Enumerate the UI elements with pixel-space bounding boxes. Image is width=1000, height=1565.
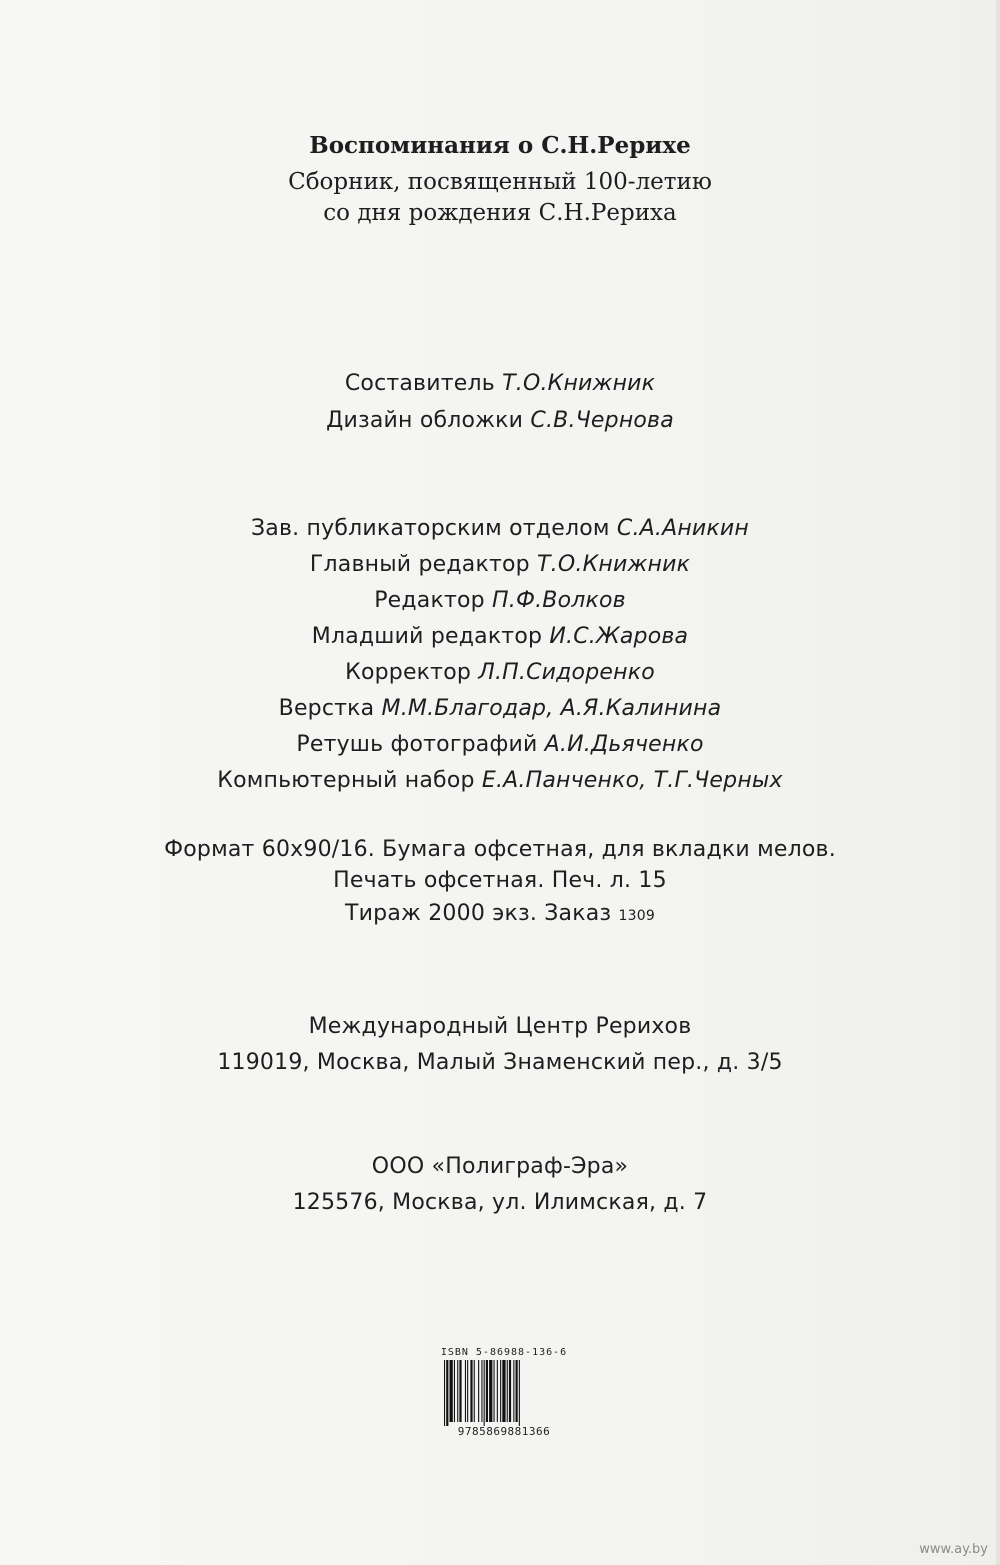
barcode-bar bbox=[450, 1360, 453, 1422]
barcode-bar bbox=[465, 1360, 466, 1422]
print-method: Печать офсетная. Печ. л. 15 bbox=[333, 868, 667, 893]
barcode-bar bbox=[474, 1360, 475, 1422]
barcode-bar bbox=[500, 1360, 501, 1422]
barcode-bar bbox=[444, 1360, 445, 1426]
barcode-bar bbox=[497, 1360, 498, 1422]
barcode-bar bbox=[478, 1360, 479, 1422]
credit-name: С.В.Чернова bbox=[530, 408, 674, 433]
subtitle-line-1: Сборник, посвященный 100-летию bbox=[288, 169, 712, 195]
barcode-bar bbox=[519, 1360, 520, 1426]
barcode-bar bbox=[484, 1360, 485, 1426]
staff-role: Зав. публикаторским отделом bbox=[250, 516, 610, 541]
print-format: Формат 60x90/16. Бумага офсетная, для вкладки мелов. bbox=[164, 837, 836, 862]
order-number: 1309 bbox=[618, 908, 655, 924]
print-run-label: Тираж 2000 экз. Заказ bbox=[345, 901, 612, 926]
staff-line bbox=[0, 734, 1000, 756]
credit-compiler bbox=[0, 373, 1000, 395]
publisher-name: Международный Центр Рерихов bbox=[308, 1014, 692, 1039]
staff-line bbox=[0, 554, 1000, 576]
staff-line bbox=[0, 590, 1000, 612]
barcode-bar bbox=[509, 1360, 511, 1422]
staff-line bbox=[0, 698, 1000, 720]
staff-name: А.И.Дьяченко bbox=[544, 732, 704, 757]
barcode-bar bbox=[513, 1360, 514, 1422]
staff-role: Главный редактор bbox=[309, 552, 530, 577]
staff-name: Л.П.Сидоренко bbox=[478, 660, 655, 685]
staff-line bbox=[0, 770, 1000, 792]
isbn-label: ISBN 5-86988-136-6 bbox=[440, 1347, 568, 1358]
barcode-bar bbox=[481, 1360, 482, 1422]
barcode-bar bbox=[516, 1360, 518, 1422]
barcode-bar bbox=[502, 1360, 505, 1422]
staff-line bbox=[0, 626, 1000, 648]
staff-role: Компьютерный набор bbox=[217, 768, 475, 793]
staff-role: Корректор bbox=[345, 660, 472, 685]
printer-name: ООО «Полиграф-Эра» bbox=[371, 1154, 629, 1179]
staff-role: Ретушь фотографий bbox=[296, 732, 538, 757]
staff-line bbox=[0, 662, 1000, 684]
credit-cover-design bbox=[0, 410, 1000, 432]
staff-role: Редактор bbox=[374, 588, 485, 613]
watermark: www.ay.by bbox=[919, 1542, 988, 1557]
print-run bbox=[0, 903, 1000, 925]
barcode-bar bbox=[457, 1360, 458, 1422]
staff-role: Верстка bbox=[278, 696, 375, 721]
staff-role: Младший редактор bbox=[311, 624, 543, 649]
publisher-address: 119019, Москва, Малый Знаменский пер., д. 3/5 bbox=[217, 1050, 783, 1075]
staff-name: П.Ф.Волков bbox=[492, 588, 626, 613]
printer-address: 125576, Москва, ул. Илимская, д. 7 bbox=[292, 1190, 708, 1215]
staff-line bbox=[0, 518, 1000, 540]
staff-name: Т.О.Книжник bbox=[537, 552, 691, 577]
subtitle-line-2: со дня рождения С.Н.Рериха bbox=[323, 200, 677, 226]
staff-name: И.С.Жарова bbox=[549, 624, 689, 649]
barcode-bar bbox=[459, 1360, 461, 1422]
credit-role: Составитель bbox=[344, 371, 495, 396]
barcode-bar bbox=[470, 1360, 472, 1422]
staff-name: М.М.Благодар, А.Я.Калинина bbox=[381, 696, 722, 721]
barcode-bar bbox=[454, 1360, 455, 1422]
barcode-bar bbox=[467, 1360, 468, 1422]
credit-name: Т.О.Книжник bbox=[502, 371, 656, 396]
barcode-bar bbox=[446, 1360, 448, 1426]
credit-role: Дизайн обложки bbox=[326, 408, 524, 433]
staff-name: Е.А.Панченко, Т.Г.Черных bbox=[481, 768, 783, 793]
barcode-bar bbox=[486, 1360, 488, 1422]
barcode-bar bbox=[494, 1360, 495, 1422]
ean-digits: 9785869881366 bbox=[457, 1425, 551, 1438]
book-title: Воспоминания о С.Н.Рерихе bbox=[309, 132, 691, 159]
staff-name: С.А.Аникин bbox=[616, 516, 749, 541]
barcode-bar bbox=[507, 1360, 508, 1422]
barcode-bar bbox=[489, 1360, 492, 1422]
